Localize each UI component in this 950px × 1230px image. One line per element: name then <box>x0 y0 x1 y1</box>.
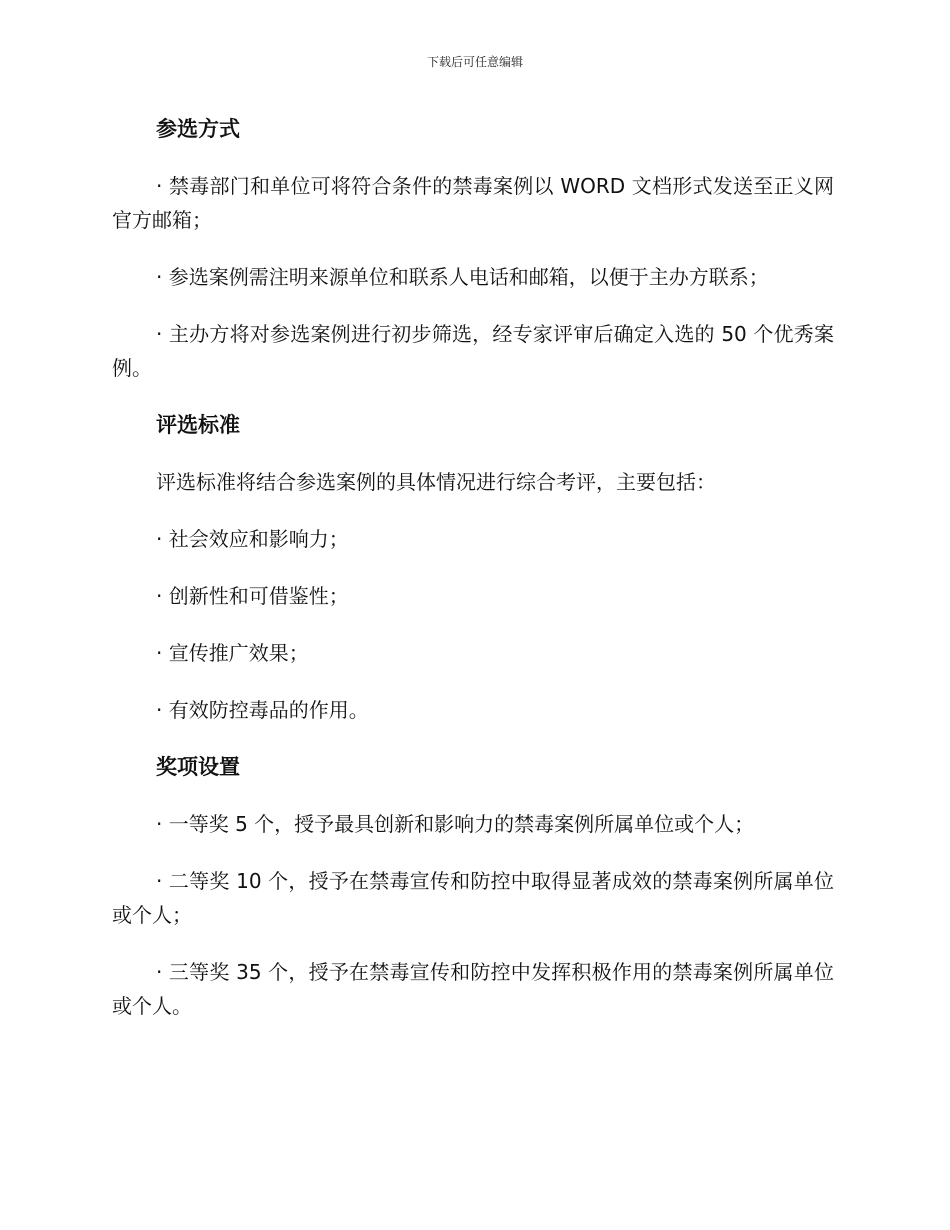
paragraph: · 三等奖 35 个，授予在禁毒宣传和防控中发挥积极作用的禁毒案例所属单位或个人。 <box>112 960 834 1018</box>
paragraph: · 参选案例需注明来源单位和联系人电话和邮箱，以便于主办方联系； <box>156 265 769 289</box>
section-heading-participation: 参选方式 <box>156 117 240 141</box>
paragraph: · 有效防控毒品的作用。 <box>156 698 369 722</box>
paragraph: · 主办方将对参选案例进行初步筛选，经专家评审后确定入选的 50 个优秀案例。 <box>112 322 834 380</box>
paragraph: · 二等奖 10 个，授予在禁毒宣传和防控中取得显著成效的禁毒案例所属单位或个人； <box>112 869 834 927</box>
paragraph: · 一等奖 5 个，授予最具创新和影响力的禁毒案例所属单位或个人； <box>156 812 755 836</box>
paragraph: · 宣传推广效果； <box>156 641 309 665</box>
section-heading-awards: 奖项设置 <box>156 755 240 779</box>
paragraph: 评选标准将结合参选案例的具体情况进行综合考评，主要包括： <box>156 470 716 494</box>
document-body <box>112 112 834 1023</box>
page-header: 下载后可任意编辑 <box>426 55 523 69</box>
paragraph: · 创新性和可借鉴性； <box>156 584 349 608</box>
section-heading-criteria: 评选标准 <box>156 413 240 437</box>
paragraph: · 社会效应和影响力； <box>156 527 349 551</box>
paragraph: · 禁毒部门和单位可将符合条件的禁毒案例以 WORD 文档形式发送至正义网官方邮箱； <box>112 174 834 232</box>
